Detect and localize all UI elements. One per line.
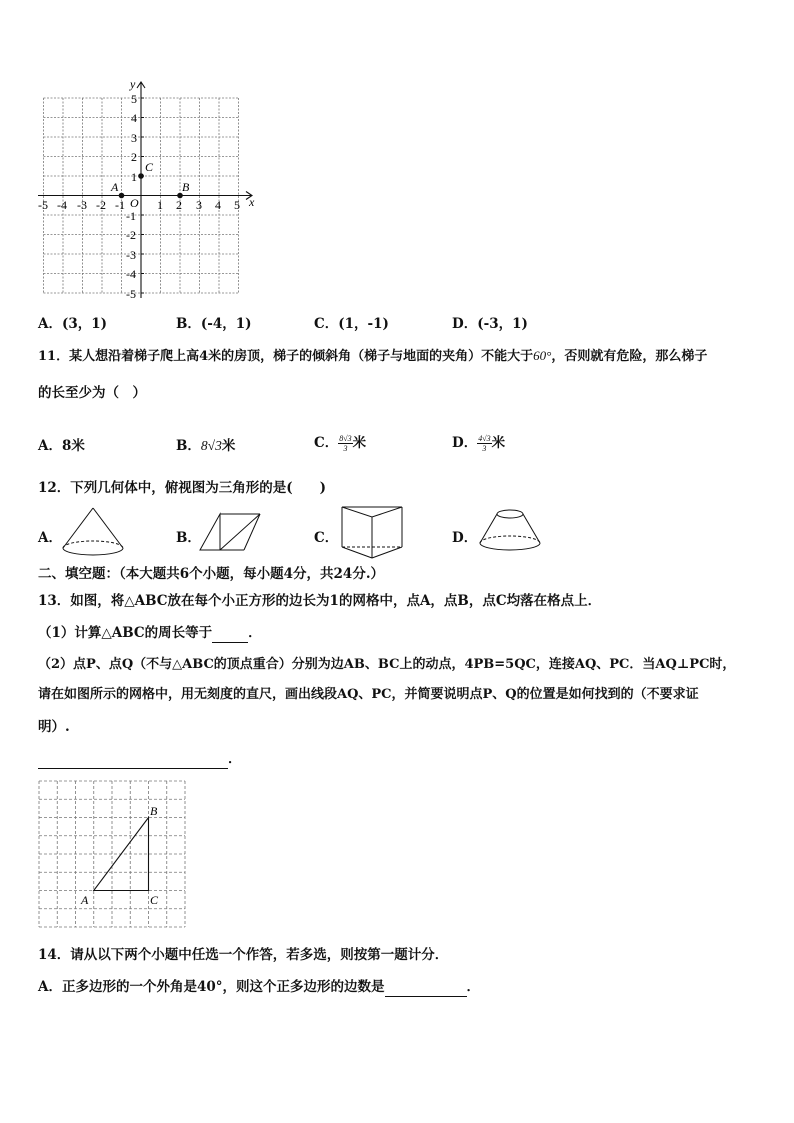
q11-option-d-unit: 米 <box>491 435 506 451</box>
y-axis-label: y <box>130 78 136 91</box>
fraction-denominator: 3 <box>343 444 348 453</box>
y-tick-label: -4 <box>126 267 136 281</box>
q12-option-a[interactable]: A． <box>38 530 62 546</box>
x-tick-label: 4 <box>215 198 221 212</box>
axes <box>38 82 252 298</box>
q11-text-line1 <box>38 347 707 366</box>
q11-option-a[interactable]: A．8米 <box>38 438 85 454</box>
y-tick-label: 1 <box>131 170 137 184</box>
x-tick-label: -3 <box>77 198 87 212</box>
point-c <box>138 173 144 179</box>
q13-line1: 13．如图，将△ABC放在每个小正方形的边长为1的网格中，点A，点B，点C均落在格点上． <box>38 593 602 609</box>
x-axis-label: x <box>249 195 255 209</box>
q11-option-c-unit: 米 <box>352 435 367 451</box>
q11-option-c-prefix: C． <box>314 435 339 451</box>
point-a-label: A <box>111 180 119 194</box>
q13-part1-end: ． <box>248 625 262 641</box>
q11-option-d[interactable] <box>452 431 505 453</box>
vertex-c-label: C <box>150 893 159 907</box>
x-tick-label: 5 <box>234 198 240 212</box>
q12-option-b[interactable]: B． <box>176 530 201 546</box>
q14-answer-blank[interactable] <box>385 978 467 997</box>
q13-grid-figure <box>36 778 190 930</box>
q11-option-b-unit: 米 <box>221 438 236 454</box>
q11-text-line2: 的长至少为（ ） <box>38 385 146 401</box>
q13-part1-answer-blank[interactable] <box>212 624 248 643</box>
q11-option-c-fraction <box>338 434 352 453</box>
q13-part1 <box>38 624 262 643</box>
vertex-b-label: B <box>150 804 158 818</box>
fraction-denominator: 3 <box>482 444 487 453</box>
q11-option-b-math: 8√3 <box>200 438 222 453</box>
section-header: 二、填空题：（本大题共6个小题，每小题4分，共24分.） <box>38 566 385 582</box>
fraction-numerator: 8√3 <box>339 434 352 443</box>
triangular-prism-icon <box>196 508 266 554</box>
q14-line1: 14．请从以下两个小题中任选一个作答，若多选，则按第一题计分． <box>38 947 449 963</box>
q13-part2-answer-blank[interactable] <box>38 750 228 769</box>
y-tick-label: -3 <box>126 248 136 262</box>
x-tick-label: 1 <box>157 198 163 212</box>
origin-label: O <box>130 196 139 210</box>
q12-option-d[interactable]: D． <box>452 530 478 546</box>
fraction-numerator: 4√3 <box>478 434 491 443</box>
q11-option-c[interactable] <box>314 431 366 453</box>
q11-option-b-prefix: B． <box>176 438 201 454</box>
y-tick-label: -2 <box>126 228 136 242</box>
point-b-label: B <box>182 180 190 194</box>
q13-grid-lines <box>39 781 185 927</box>
q10-option-d[interactable]: D．(-3，1) <box>452 316 528 332</box>
q10-option-b[interactable]: B．(-4，1) <box>176 316 252 332</box>
x-tick-label: -4 <box>57 198 67 212</box>
y-tick-label: 5 <box>131 92 137 106</box>
frustum-icon <box>476 507 544 555</box>
q10-option-c[interactable]: C．(1，-1) <box>314 316 389 332</box>
q13-part2-line2: 请在如图所示的网格中，用无刻度的直尺，画出线段AQ、PC，并简要说明点P、Q的位置是如何找到的（不要求证 <box>38 687 699 702</box>
q13-part2-line1: （2）点P、点Q（不与△ABC的顶点重合）分别为边AB、BC上的动点，4PB=5QC，连接AQ、PC．当AQ⊥PC时， <box>38 657 736 672</box>
q11-option-d-prefix: D． <box>452 435 478 451</box>
q10-option-a[interactable]: A．(3，1) <box>38 316 108 332</box>
x-tick-label: -5 <box>38 198 48 212</box>
q11-option-b[interactable] <box>176 434 235 454</box>
q13-answer-end: ． <box>228 751 242 767</box>
y-tick-label: 2 <box>131 150 137 164</box>
q13-answer-line <box>38 750 242 769</box>
q11-text-start: 11．某人想沿着梯子爬上高4米的房顶，梯子的倾斜角（梯子与地面的夹角）不能大于 <box>38 349 534 364</box>
y-tick-label: 4 <box>131 111 137 125</box>
vertex-a-label: A <box>81 893 89 907</box>
point-a <box>119 193 125 199</box>
q14-line2 <box>38 978 480 997</box>
q14-line2-text: A．正多边形的一个外角是40°，则这个正多边形的边数是 <box>38 979 385 995</box>
y-tick-label: -5 <box>126 287 136 300</box>
x-tick-label: -2 <box>96 198 106 212</box>
point-c-label: C <box>145 160 154 174</box>
q13-part1-text: （1）计算△ABC的周长等于 <box>38 625 213 641</box>
y-tick-label: -1 <box>126 209 136 223</box>
cone-icon <box>60 505 126 559</box>
coordinate-grid-figure <box>38 78 268 300</box>
x-tick-label: 3 <box>196 198 202 212</box>
q13-part2-line3: 明）. <box>38 719 70 735</box>
q11-angle: 60° <box>533 348 552 363</box>
x-tick-label: -1 <box>115 198 125 212</box>
q11-text-end: ，否则就有危险，那么梯子 <box>551 349 708 364</box>
q12-option-c[interactable]: C． <box>314 530 339 546</box>
q12-text: 12．下列几何体中，俯视图为三角形的是( ) <box>38 480 327 496</box>
q11-option-d-fraction <box>477 434 491 453</box>
x-tick-labels <box>38 198 240 212</box>
q14-line2-end: ． <box>466 979 481 995</box>
vertical-triangular-prism-icon <box>336 503 408 563</box>
x-tick-label: 2 <box>176 198 182 212</box>
y-tick-label: 3 <box>131 131 137 145</box>
